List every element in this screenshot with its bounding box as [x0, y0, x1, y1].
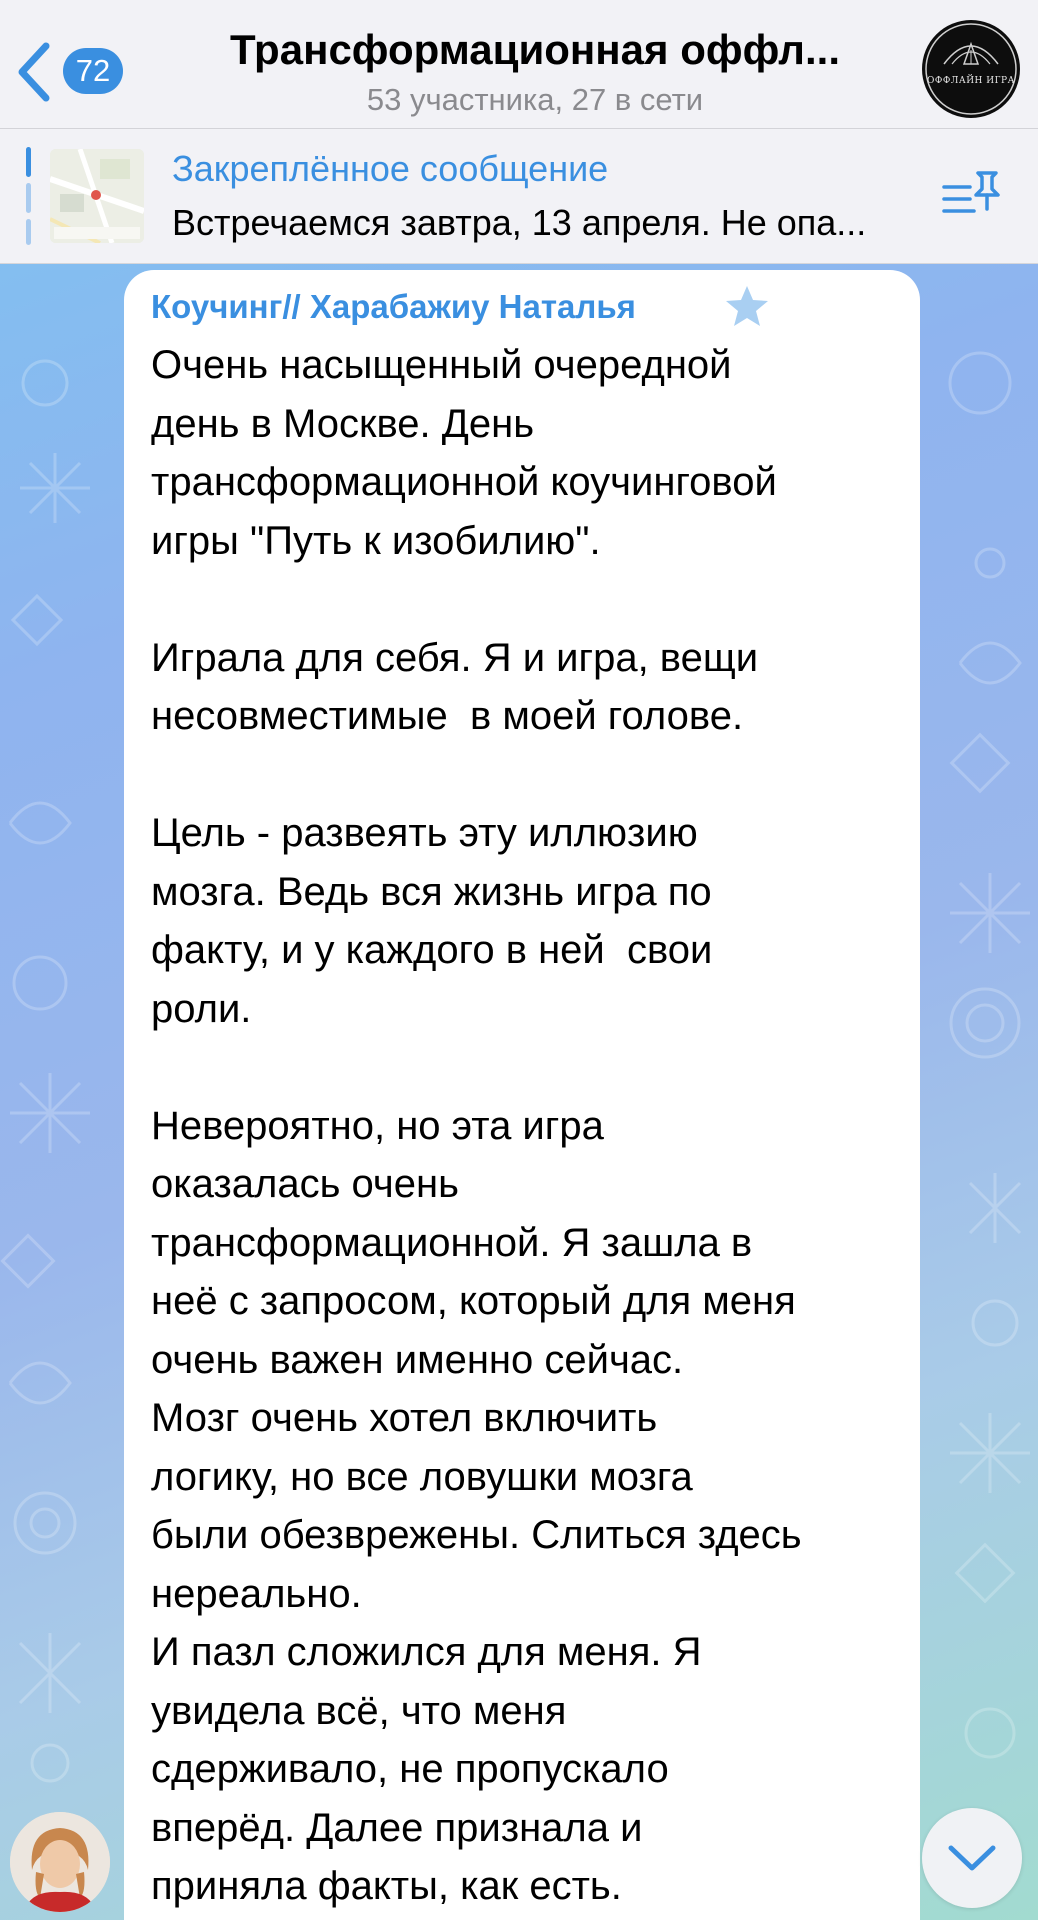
chat-title: Трансформационная оффл...: [230, 26, 840, 73]
pinned-text: Встречаемся завтра, 13 апреля. Не опа...: [172, 202, 867, 243]
pinned-indicator: [26, 147, 31, 247]
pinned-label: Закреплённое сообщение: [172, 148, 609, 189]
chat-subtitle: 53 участника, 27 в сети: [366, 82, 704, 117]
chevron-left-icon: [14, 42, 54, 102]
chevron-down-icon: [947, 1838, 997, 1878]
sender-avatar[interactable]: [10, 1812, 110, 1912]
group-avatar[interactable]: [922, 20, 1020, 118]
star-icon: [724, 284, 770, 328]
unread-count-badge: 72: [63, 48, 123, 94]
group-logo: [922, 20, 1020, 118]
pinned-thumbnail: [50, 149, 144, 243]
pinned-message-bar[interactable]: [0, 129, 1038, 264]
pin-list-icon[interactable]: [940, 169, 1000, 223]
sender-name[interactable]: Коучинг// Харабажиу Наталья: [151, 288, 636, 325]
group-logo-text: ОФФЛАЙН ИГРА: [927, 76, 1015, 86]
scroll-down-button[interactable]: [922, 1808, 1022, 1908]
back-button[interactable]: [14, 38, 144, 104]
map-thumbnail-image: [50, 149, 144, 243]
message-bubble[interactable]: [124, 270, 920, 1920]
message-text: Очень насыщенный очередной день в Москве. День трансформационной коучинговой игры "Путь к изобилию". Играла для себя. Я и игра, вещи несовместимые в моей голове. Цель - развеять эту иллюзию мозга. Ведь вся жизнь игра по факту, и у каждого в ней свои роли. Невероятно, но эта игра оказалась очень трансформационной. Я зашла в неё с запросом, который для меня очень важен именно сейчас. Мозг очень хотел включить логику, но все ловушки мозга были обезврежены. Слиться здесь нереально. И пазл сложился для меня. Я увидела всё, что меня сдерживало, не пропускало вперёд. Далее признала и приняла факты, как есть.: [151, 343, 802, 1908]
avatar-image: [10, 1812, 110, 1912]
chat-title-area[interactable]: [190, 22, 880, 120]
chat-header: [0, 0, 1038, 129]
